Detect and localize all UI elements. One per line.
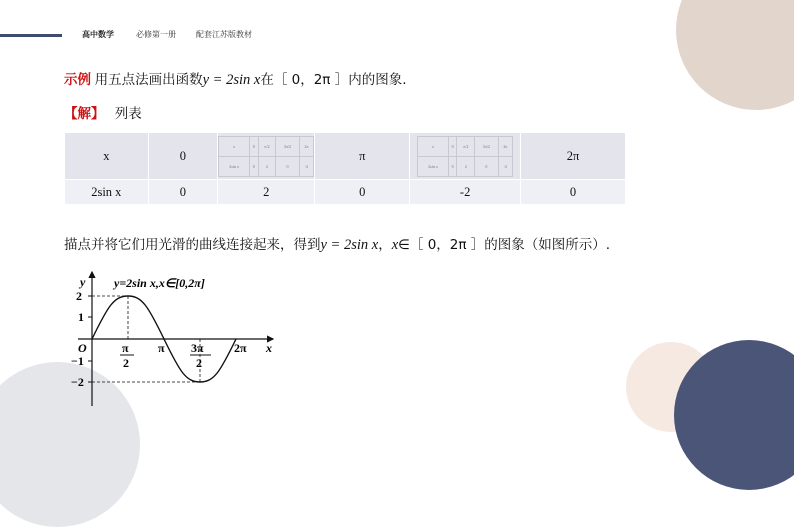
mini-cell: 2sin x <box>219 156 250 176</box>
mini-cell: -2 <box>299 156 314 176</box>
x-tick-label: π <box>158 341 165 355</box>
conclusion-formula-2: x <box>391 237 399 253</box>
mini-cell: 0 <box>448 136 457 156</box>
conclusion-text-1: 描点并将它们用光滑的曲线连接起来，得到 <box>64 237 321 253</box>
mini-cell: 2 <box>457 156 475 176</box>
table-cell: π <box>315 133 410 180</box>
mini-cell: 0 <box>249 136 258 156</box>
example-formula: y = 2sin x <box>202 72 261 88</box>
mini-cell: x <box>219 136 250 156</box>
y-tick-label: −2 <box>71 375 84 389</box>
solution-line <box>64 102 142 122</box>
conclusion-formula-1: y = 2sin x <box>320 237 379 253</box>
graph-caption: y=2sin x,x∈[0,2π] <box>114 276 205 290</box>
mini-cell: -2 <box>498 156 513 176</box>
x-tick-denominator: 2 <box>196 356 202 370</box>
mini-cell: 0 <box>249 156 258 176</box>
table-cell: 2 <box>218 180 315 205</box>
y-tick-label: −1 <box>71 354 84 368</box>
table-cell: 0 <box>315 180 410 205</box>
example-statement <box>64 68 407 89</box>
decor-circle-top-right <box>676 0 794 110</box>
mini-cell: x <box>418 136 449 156</box>
mini-cell: π/2 <box>457 136 475 156</box>
x-tick-numerator: 3π <box>191 341 204 355</box>
table-cell-fn-label: 2sin x <box>65 180 149 205</box>
conclusion-sep: ， <box>378 237 392 253</box>
mini-cell: 0 <box>276 156 299 176</box>
y-axis-label: y <box>80 275 86 289</box>
header-subtitle-book: 必修第一册 <box>136 30 176 39</box>
mini-cell: 2π <box>498 136 513 156</box>
conclusion-text-2: ∈［ 0，2π ］的图象（如图所示）. <box>398 237 611 253</box>
table-row <box>65 180 626 205</box>
mini-cell: 3π/2 <box>475 136 498 156</box>
x-tick-numerator: π <box>122 341 129 355</box>
x-axis-label: x <box>266 341 272 355</box>
mini-table <box>218 136 314 177</box>
mini-cell: 2sin x <box>418 156 449 176</box>
conclusion-text <box>64 233 610 254</box>
header-accent-line <box>0 34 62 37</box>
table-cell-x-label: x <box>65 133 149 180</box>
table-cell-mini-table <box>218 133 315 180</box>
table-cell: 0 <box>148 180 218 205</box>
mini-cell: 3π/2 <box>276 136 299 156</box>
mini-cell: 0 <box>448 156 457 176</box>
value-table <box>64 132 626 205</box>
mini-cell: 2π <box>299 136 314 156</box>
solution-text: 列表 <box>114 106 142 122</box>
table-row <box>65 133 626 180</box>
mini-table <box>417 136 513 177</box>
example-tag: 示例 <box>64 72 91 88</box>
x-tick-label: 2π <box>234 341 247 355</box>
table-cell: 2π <box>520 133 625 180</box>
y-tick-label: 1 <box>78 310 84 324</box>
origin-label: O <box>78 341 87 355</box>
table-cell: -2 <box>410 180 521 205</box>
mini-cell: π/2 <box>258 136 276 156</box>
mini-cell: 2 <box>258 156 276 176</box>
example-text-before: 用五点法画出函数 <box>94 72 203 88</box>
solution-tag: 【解】 <box>64 106 105 122</box>
example-text-after: 在［ 0，2π ］内的图象. <box>260 72 407 88</box>
x-tick-denominator: 2 <box>123 356 129 370</box>
header-subtitle-edition: 配套江苏版教材 <box>196 30 252 39</box>
y-tick-label: 2 <box>76 289 82 303</box>
table-cell-mini-table <box>410 133 521 180</box>
table-cell: 0 <box>148 133 218 180</box>
mini-cell: 0 <box>475 156 498 176</box>
header-title: 高中数学 <box>82 30 114 39</box>
table-cell: 0 <box>520 180 625 205</box>
sine-graph <box>68 266 288 406</box>
